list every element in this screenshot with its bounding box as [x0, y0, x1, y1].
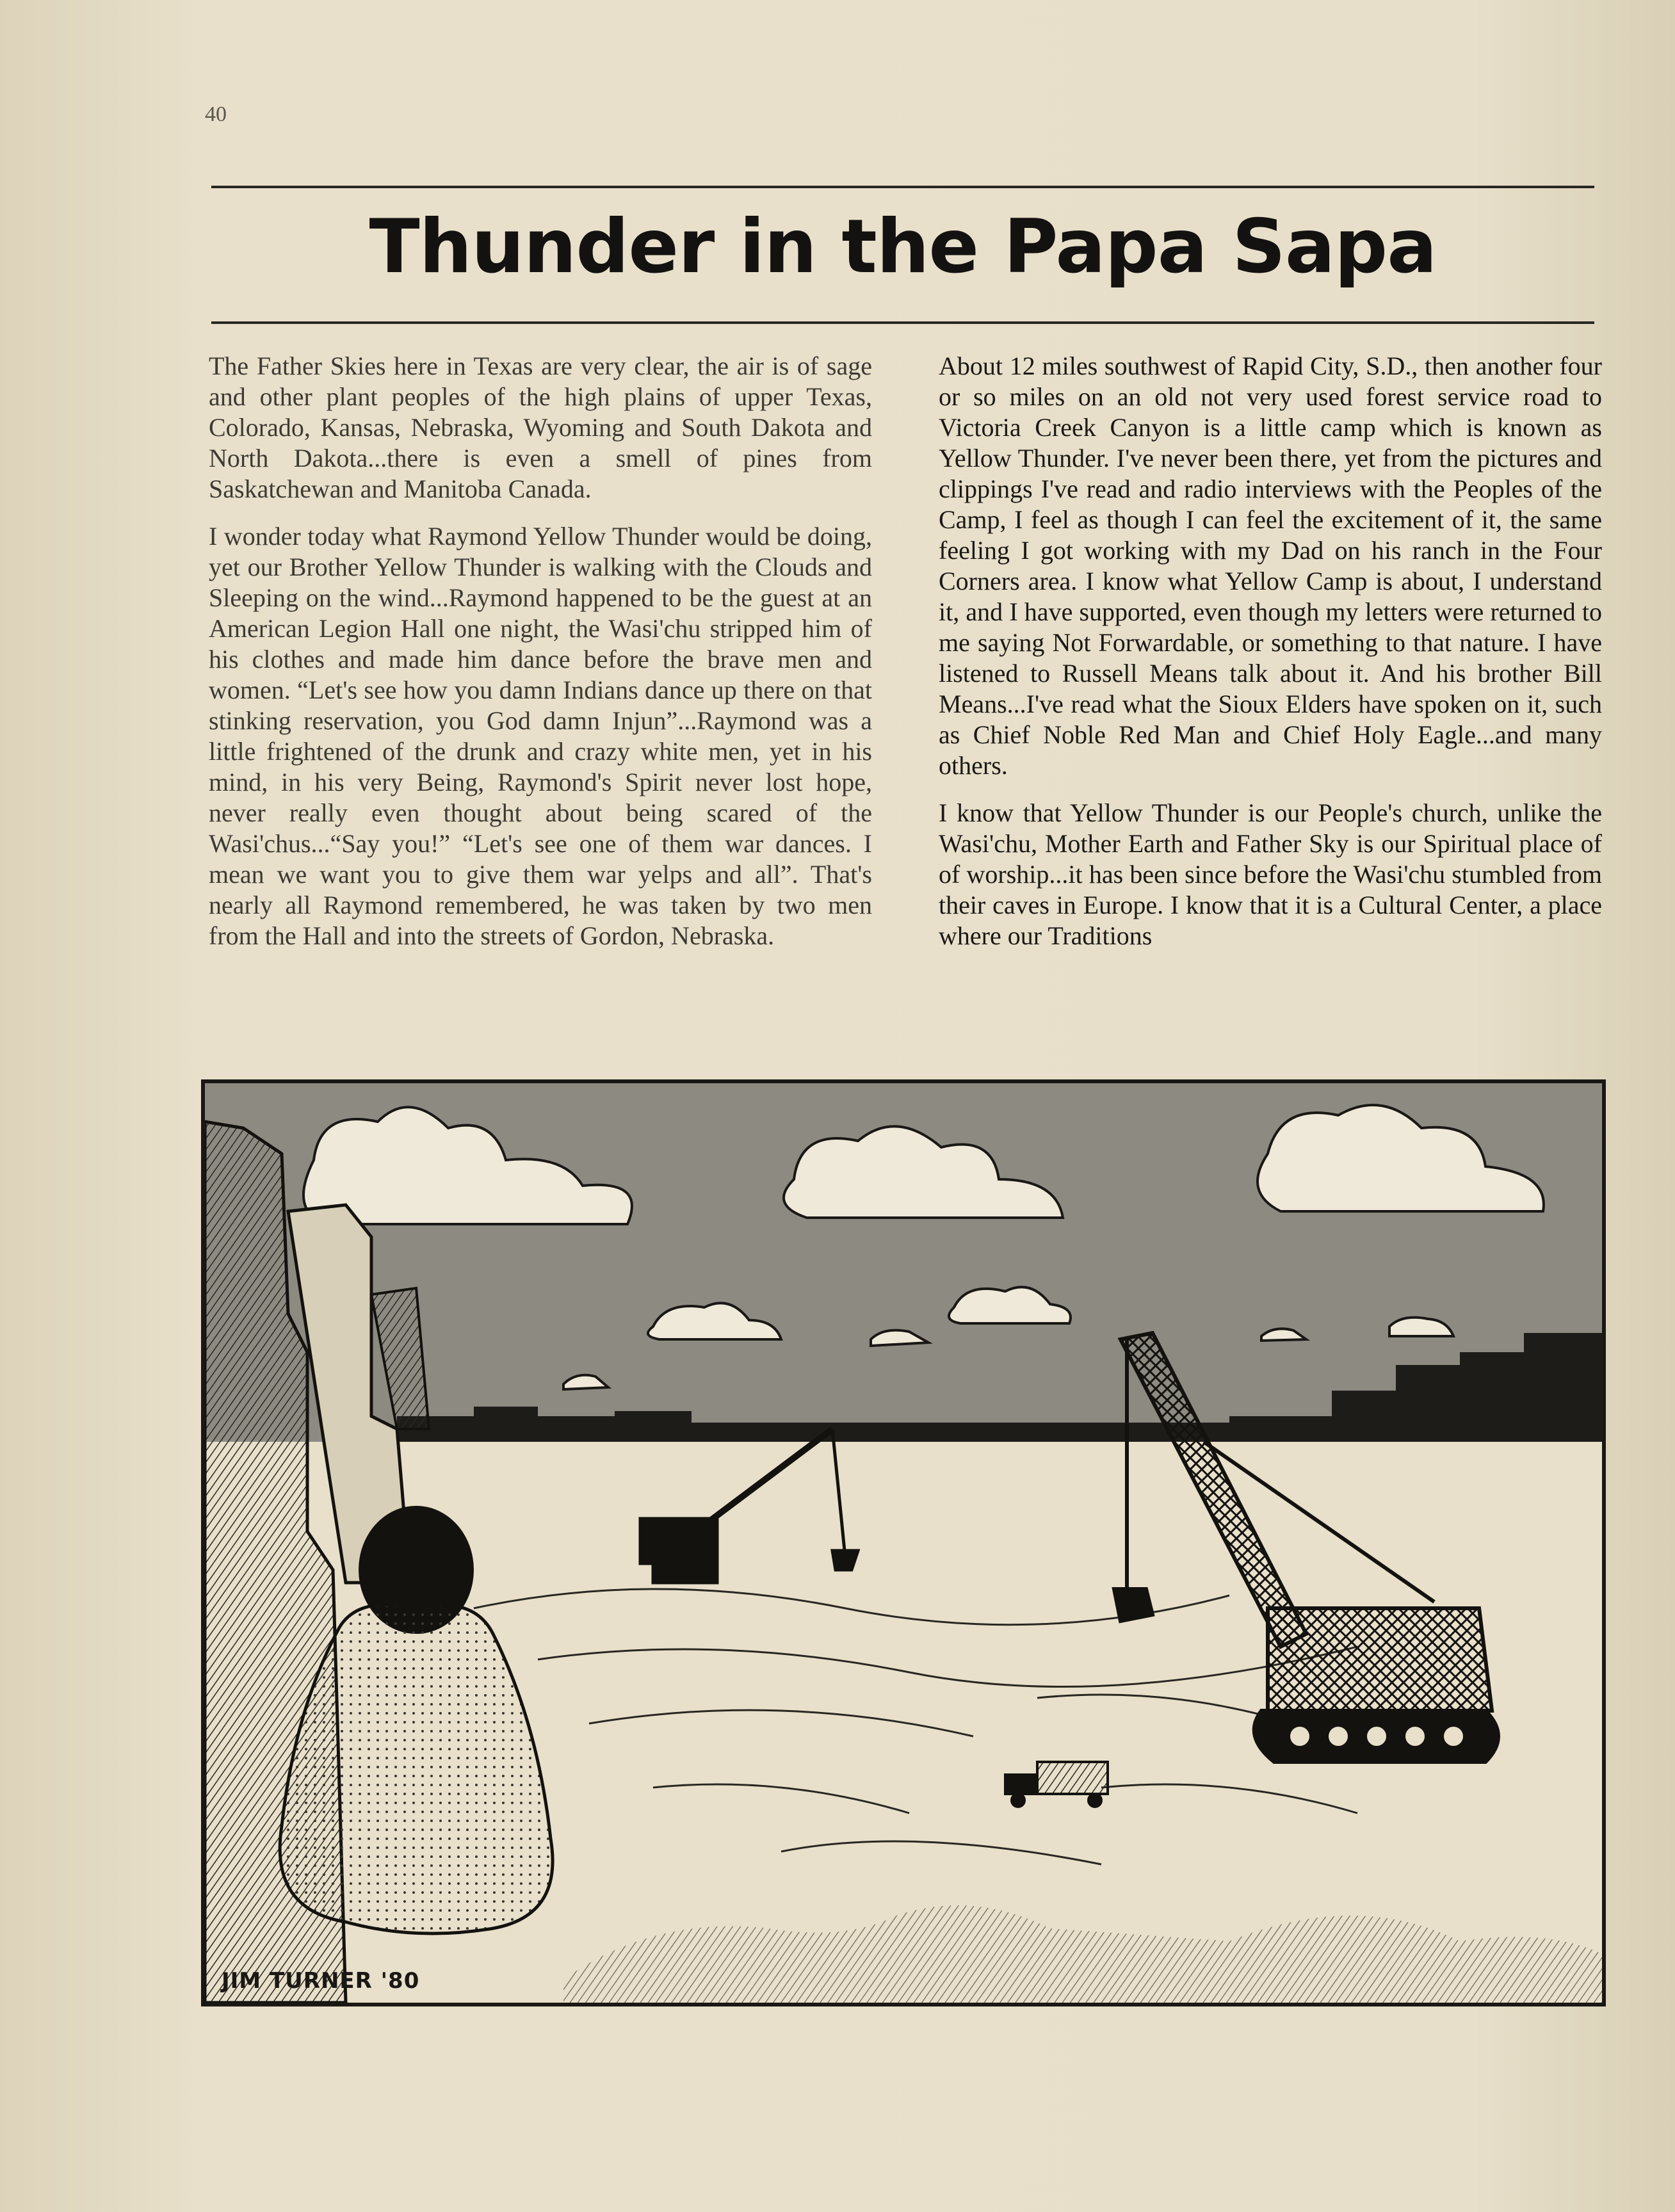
paragraph: I wonder today what Raymond Yellow Thunder would be doing, yet our Brother Yellow Thunder is walking with the Clouds and Sleeping on the wind...Raymond happened to be the guest at an American Legion Hall one night, the Wasi'chu stripped him of his clothes and made him dance before the brave men and women. “Let's see how you damn Indians dance up there on that stinking reservation, you God damn Injun”...Raymond was a little frightened of the drunk and crazy white men, yet in his mind, in his very Being, Raymond's Spirit never lost hope, never really even thought about being scared of the Wasi'chus...“Say you!” “Let's see one of them war dances. I mean we want you to give them war yelps and all”. That's nearly all Raymond remembered, he was taken by two men from the Hall and into the streets of Gordon, Nebraska. — [209, 522, 872, 950]
article-right-column — [939, 351, 1602, 968]
paragraph: The Father Skies here in Texas are very clear, the air is of sage and other plant peoples of the high plains of upper Texas, Colorado, Kansas, Nebraska, Wyoming and South Dakota and North Dakota...there is even a smell of pines from Saskatchewan and Manitoba Canada. — [209, 351, 872, 503]
mining-illustration — [201, 1079, 1606, 2006]
article-left-column — [209, 351, 872, 968]
paragraph: I know that Yellow Thunder is our People's church, unlike the Wasi'chu, Mother Earth and Father Sky is our Spiritual place of of worship...it has been since before the Wasi'chu stumbled from their caves in Europe. I know that it is a Cultural Center, a place where our Traditions — [939, 798, 1602, 950]
illustration-drawing — [205, 1083, 1602, 2003]
article-title: Thunder in the Papa Sapa — [369, 204, 1437, 290]
artist-signature: JIM TURNER '80 — [222, 1968, 420, 1994]
title-rule-top — [211, 186, 1594, 188]
paragraph: About 12 miles southwest of Rapid City, S.D., then another four or so miles on an old not very used forest service road to Victoria Creek Canyon is a little camp which is known as Yellow Thunder. I've never been there, yet from the pictures and clippings I've read and radio interviews with the Peoples of the Camp, I feel as though I can feel the excitement of it, the same feeling I got working with my Dad on his ranch in the Four Corners area. I know what Yellow Camp is about, I understand it, and I have supported, even though my letters were returned to me saying Not Forwardable, or something to that nature. I have listened to Russell Means talk about it. And his brother Bill Means...I've read what the Sioux Elders have spoken on it, such as Chief Noble Red Man and Chief Holy Eagle...and many others. — [939, 351, 1602, 780]
title-rule-bottom — [211, 321, 1594, 324]
page-number: 40 — [205, 102, 227, 126]
